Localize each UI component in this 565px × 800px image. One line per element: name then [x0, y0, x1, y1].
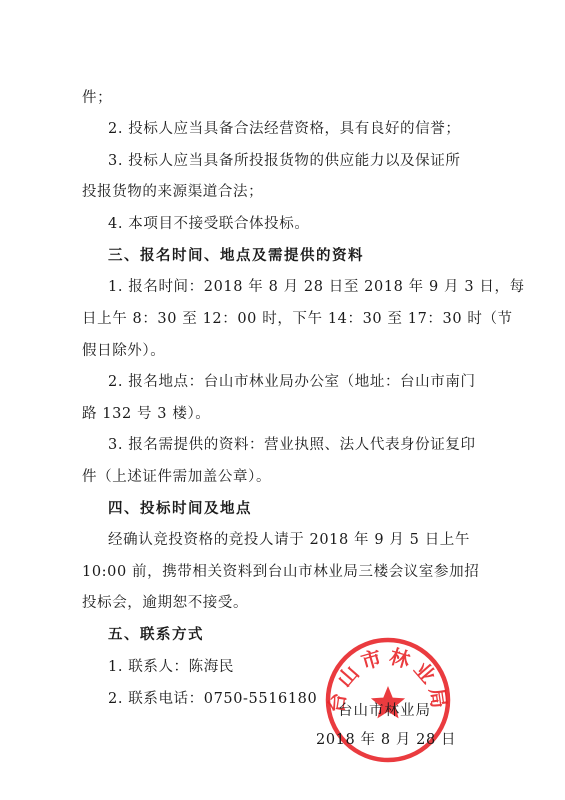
body-line: 日上午 8：30 至 12：00 时，下午 14：30 至 17：30 时（节	[82, 311, 513, 327]
contact-phone: 2. 联系电话：0750-5516180	[108, 691, 318, 707]
bid-time-paragraph: 经确认竞投资格的竞投人请于 2018 年 9 月 5 日上午	[108, 532, 471, 548]
body-line: 件；	[82, 90, 113, 106]
body-line: 投标会，逾期恕不接受。	[82, 595, 249, 611]
svg-text:台山市林业局: 台山市林业局	[324, 644, 452, 715]
section-heading: 三、报名时间、地点及需提供的资料	[108, 248, 364, 264]
registration-location: 2. 报名地点：台山市林业局办公室（地址：台山市南门	[108, 374, 476, 390]
signature-organization: 台山市林业局	[338, 703, 431, 719]
requirement-item: 4. 本项目不接受联合体投标。	[108, 216, 310, 232]
section-heading: 五、联系方式	[108, 627, 204, 643]
section-heading: 四、投标时间及地点	[108, 501, 252, 517]
registration-time: 1. 报名时间：2018 年 8 月 28 日至 2018 年 9 月 3 日，每	[108, 279, 525, 295]
requirement-item: 2. 投标人应当具备合法经营资格，具有良好的信誉；	[108, 121, 461, 137]
body-line: 投报货物的来源渠道合法；	[82, 184, 264, 200]
body-line: 件（上述证件需加盖公章）。	[82, 469, 272, 485]
contact-person: 1. 联系人：陈海民	[108, 659, 234, 675]
body-line: 路 132 号 3 楼）。	[82, 406, 211, 422]
requirement-item: 3. 投标人应当具备所投报货物的供应能力以及保证所	[108, 153, 461, 169]
body-line: 10:00 前，携带相关资料到台山市林业局三楼会议室参加招	[82, 564, 480, 580]
body-line: 假日除外）。	[82, 343, 166, 359]
signature-date: 2018 年 8 月 28 日	[316, 732, 457, 748]
registration-documents: 3. 报名需提供的资料：营业执照、法人代表身份证复印	[108, 437, 476, 453]
